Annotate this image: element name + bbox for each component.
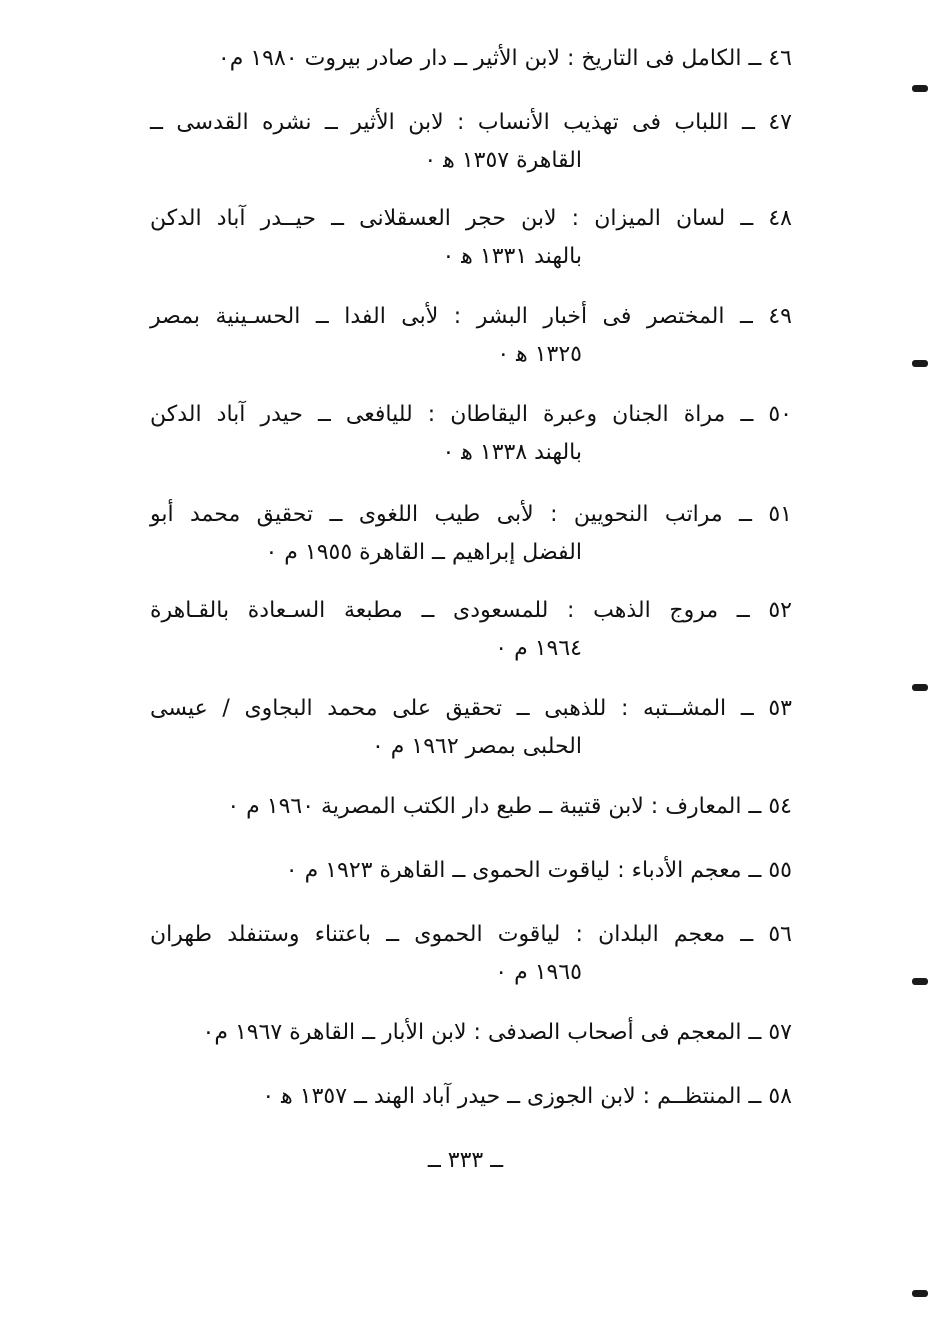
bibliography-entry-47 — [150, 104, 792, 180]
entry-line-continuation: ١٣٢٥ ﻫ ٠ — [497, 342, 582, 367]
entry-line: ٥٨ ــ المنتظــم : لابن الجوزى ــ حيدر آباد الهند ــ ١٣٥٧ ﻫ ٠ — [262, 1084, 792, 1109]
entry-line-continuation: ١٩٦٤ م ٠ — [495, 636, 582, 661]
bibliography-entry-48 — [150, 200, 792, 276]
entry-line: ٤٨ ــ لسان الميزان : لابن حجر العسقلانى ــ حيــدر آباد الدكن — [150, 206, 792, 231]
entry-line-continuation: ١٩٦٥ م ٠ — [495, 960, 582, 985]
entry-line-continuation: بالهند ١٣٣١ ﻫ ٠ — [442, 244, 582, 269]
bibliography-entry-56 — [150, 916, 792, 992]
entry-line: ٥٧ ــ المعجم فى أصحاب الصدفى : لابن الأبار ــ القاهرة ١٩٦٧ م٠ — [202, 1020, 792, 1045]
entry-line: ٥١ ــ مراتب النحويين : لأبى طيب اللغوى ــ تحقيق محمد أبو — [150, 502, 792, 527]
bibliography-entry-55 — [150, 852, 792, 890]
entry-line-continuation: الفضل إبراهيم ــ القاهرة ١٩٥٥ م ٠ — [265, 540, 582, 565]
entry-line: ٥٥ ــ معجم الأدباء : لياقوت الحموى ــ القاهرة ١٩٢٣ م ٠ — [285, 858, 792, 883]
page-number: ــ ٣٣٣ ــ — [427, 1148, 504, 1173]
entry-line-continuation: القاهرة ١٣٥٧ ﻫ ٠ — [424, 148, 582, 173]
entry-line: ٥٦ ــ معجم البلدان : لياقوت الحموى ــ باعتناء وستنفلد طهران — [150, 922, 792, 947]
bibliography-entry-46 — [150, 40, 792, 78]
bibliography-entry-52 — [150, 592, 792, 668]
margin-mark — [912, 1290, 928, 1297]
margin-mark — [912, 85, 928, 92]
entry-line: ٥٣ ــ المشــتبه : للذهبى ــ تحقيق على محمد البجاوى / عيسى — [150, 696, 792, 721]
entry-line: ٤٧ ــ اللباب فى تهذيب الأنساب : لابن الأثير ــ نشره القدسى ــ — [150, 110, 792, 135]
bibliography-entry-51 — [150, 496, 792, 572]
bibliography-entry-57 — [150, 1014, 792, 1052]
bibliography-entry-58 — [150, 1078, 792, 1116]
entry-line: ٤٦ ــ الكامل فى التاريخ : لابن الأثير ــ دار صادر بيروت ١٩٨٠ م٠ — [217, 46, 792, 71]
bibliography-entry-54 — [150, 788, 792, 826]
entry-line-continuation: بالهند ١٣٣٨ ﻫ ٠ — [442, 440, 582, 465]
entry-line: ٥٢ ــ مروج الذهب : للمسعودى ــ مطبعة السـعادة بالقـاهرة — [150, 598, 792, 623]
bibliography-entry-49 — [150, 298, 792, 374]
bibliography-entry-53 — [150, 690, 792, 766]
margin-mark — [912, 684, 928, 691]
margin-mark — [912, 360, 928, 367]
entry-line: ٥٤ ــ المعارف : لابن قتيبة ــ طبع دار الكتب المصرية ١٩٦٠ م ٠ — [227, 794, 792, 819]
entry-line: ٥٠ ــ مراة الجنان وعبرة اليقاطان : لليافعى ــ حيدر آباد الدكن — [150, 402, 792, 427]
entry-line: ٤٩ ــ المختصر فى أخبار البشر : لأبى الفدا ــ الحسـينية بمصر — [150, 304, 792, 329]
bibliography-entry-50 — [150, 396, 792, 472]
margin-mark — [912, 978, 928, 985]
entry-line-continuation: الحلبى بمصر ١٩٦٢ م ٠ — [371, 734, 582, 759]
